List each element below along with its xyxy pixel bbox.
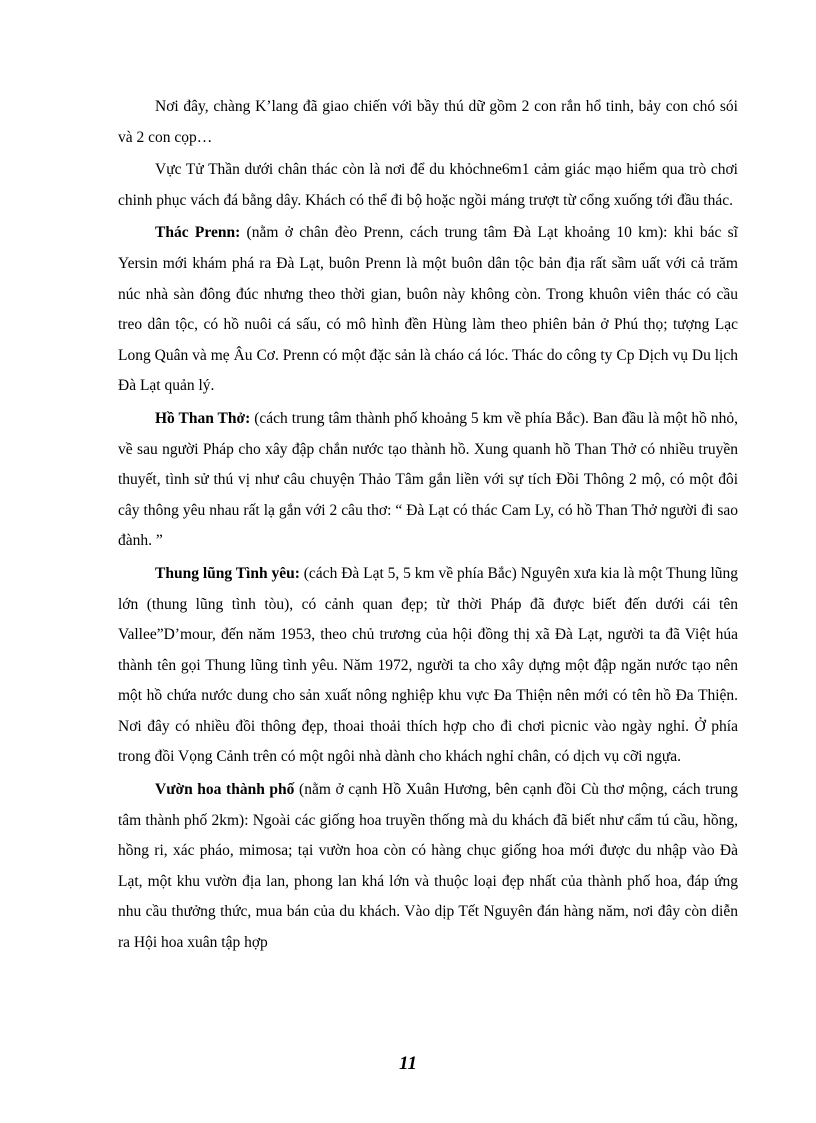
paragraph-lead: Vườn hoa thành phố (155, 781, 295, 799)
paragraph-text: Nơi đây, chàng K’lang đã giao chiến với bầy thú dữ gồm 2 con rắn hổ tinh, bảy con chó sói và 2 con cọp… (118, 98, 738, 146)
paragraph-thung-lung-tinh-yeu (118, 559, 738, 773)
page-number: 11 (399, 1053, 417, 1074)
paragraph-thac-prenn (118, 218, 738, 402)
paragraph-lead: Thung lũng Tình yêu: (155, 564, 300, 582)
paragraph-vuc-tu-than (118, 155, 738, 216)
body-text (118, 92, 738, 961)
paragraph-lead: Thác Prenn: (155, 224, 241, 242)
paragraph-lead: Hồ Than Thở: (155, 409, 251, 427)
paragraph-ho-than-tho (118, 404, 738, 557)
paragraph-text: (cách Đà Lạt 5, 5 km về phía Bắc) Nguyên xưa kia là một Thung lũng lớn (thung lũng tình tòu), có cảnh quan đẹp; từ thời Pháp đã được biết đến dưới cái tên Vallee”D’mour, đến năm 1953, theo chủ trương của hội đồng thị xã Đà Lạt, người ta đã Việt húa thành tên gọi Thung lũng tình yêu. Năm 1972, người ta cho xây dựng một đập ngăn nước tạo nên một hồ chứa nước dung cho sản xuất nông nghiệp khu vực Đa Thiện nên mới có tên hồ Đa Thiện. Nơi đây có nhiều đồi thông đẹp, thoai thoải thích hợp cho đi chơi picnic vào ngày nghỉ. Ở phía trong đồi Vọng Cảnh trên có một ngôi nhà dành cho khách nghỉ chân, có dịch vụ cỡi ngựa. (118, 564, 739, 766)
paragraph-text: (nằm ở cạnh Hồ Xuân Hương, bên cạnh đồi Cù thơ mộng, cách trung tâm thành phố 2km): Ngoài các giống hoa truyền thống mà du khách đã biết như cẩm tú cầu, hồng, hồng ri, xác pháo, mimosa; tại vườn hoa còn có hàng chục giống hoa mới được du nhập vào Đà Lạt, một khu vườn địa lan, phong lan khá lớn và thuộc loại đẹp nhất của thành phố hoa, đáp ứng nhu cầu thưởng thức, mua bán của du khách. Vào dịp Tết Nguyên đán hàng năm, nơi đây còn diễn ra Hội hoa xuân tập hợp (118, 781, 739, 952)
paragraph-text: (cách trung tâm thành phố khoảng 5 km về phía Bắc). Ban đầu là một hồ nhỏ, về sau người Pháp cho xây đập chắn nước tạo thành hồ. Xung quanh hồ Than Thở có nhiều truyền thuyết, tình sử thú vị như câu chuyện Thảo Tâm gắn liền với sự tích Đồi Thông 2 mộ, có một đôi cây thông yêu nhau rất lạ gắn với 2 câu thơ: “ Đà Lạt có thác Cam Ly, có hồ Than Thở người đi sao đành. ” (118, 409, 739, 550)
paragraph-vuon-hoa-thanh-pho (118, 775, 738, 959)
paragraph-klang (118, 92, 738, 153)
paragraph-text: (nằm ở chân đèo Prenn, cách trung tâm Đà Lạt khoảng 10 km): khi bác sĩ Yersin mới khám phá ra Đà Lạt, buôn Prenn là một buôn dân tộc bản địa rất sầm uất với cả trăm núc nhà sàn đông đúc nhưng theo thời gian, buôn này không còn. Trong khuôn viên thác có cầu treo dân tộc, có hồ nuôi cá sấu, có mô hình đền Hùng làm theo phiên bản ở Phú thọ; tượng Lạc Long Quân và mẹ Âu Cơ. Prenn có một đặc sản là cháo cá lóc. Thác do công ty Cp Dịch vụ Du lịch Đà Lạt quản lý. (118, 224, 738, 395)
paragraph-text: Vực Tử Thần dưới chân thác còn là nơi để du khỏchne6m1 cảm giác mạo hiểm qua trò chơi chinh phục vách đá bằng dây. Khách có thể đi bộ hoặc ngồi máng trượt từ cổng xuống tới đầu thác. (118, 161, 738, 209)
